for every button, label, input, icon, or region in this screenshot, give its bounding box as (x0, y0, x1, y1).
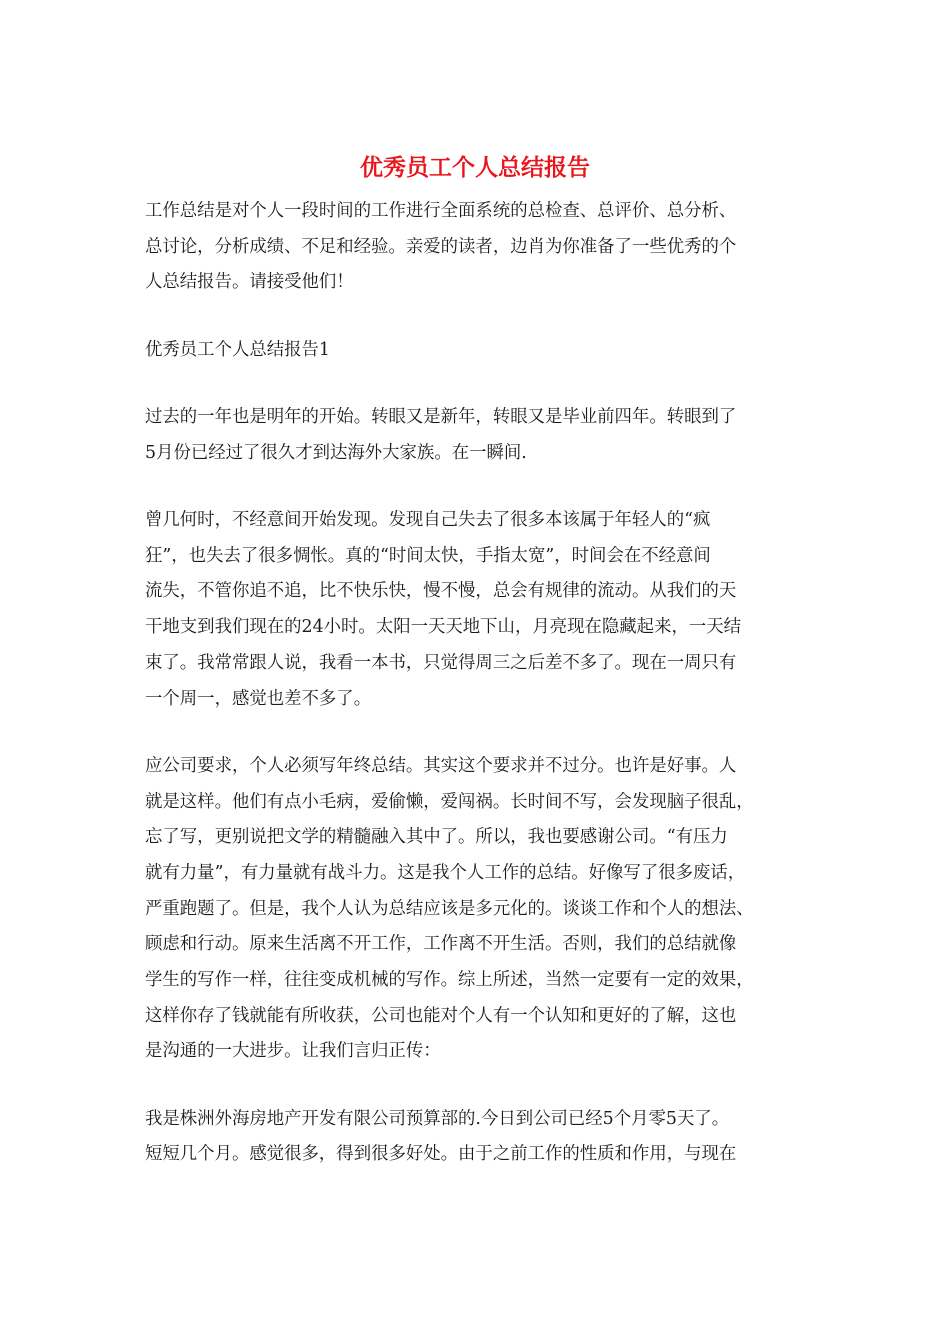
text-line: 狂”，也失去了很多惆怅。真的“时间太快，手指太宽”，时间会在不经意间 (145, 545, 711, 566)
text-line: 应公司要求，个人必须写年终总结。其实这个要求并不过分。也许是好事。人 (145, 755, 737, 776)
paragraph-4 (145, 1102, 807, 1173)
text-line: 顾虑和行动。原来生活离不开工作，工作离不开生活。否则，我们的总结就像 (145, 934, 737, 955)
text-line: 这样你存了钱就能有所收获，公司也能对个人有一个认知和更好的了解，这也 (145, 1005, 737, 1026)
text-line: 一个周一，感觉也差不多了。 (145, 688, 372, 709)
text-line: 束了。我常常跟人说，我看一本书，只觉得周三之后差不多了。现在一周只有 (145, 652, 737, 673)
text-line: 人总结报告。请接受他们！ (145, 272, 354, 293)
text-line: 就是这样。他们有点小毛病，爱偷懒，爱闯祸。长时间不写，会发现脑子很乱， (145, 791, 754, 812)
text-line: 学生的写作一样，往往变成机械的写作。综上所述，当然一定要有一定的效果， (145, 970, 754, 991)
text-line: 流失，不管你追不追，比不快乐快，慢不慢，总会有规律的流动。从我们的天 (145, 581, 737, 602)
paragraph-2 (145, 503, 807, 717)
text-line: 我是株洲外海房地产开发有限公司预算部的.今日到公司已经5个月零5天了。 (145, 1108, 730, 1129)
document-title: 优秀员工个人总结报告 (360, 155, 590, 181)
paragraph-intro (145, 194, 807, 301)
text-line: 5月份已经过了很久才到达海外大家族。在一瞬间. (145, 442, 527, 463)
text-line: 忘了写，更别说把文学的精髓融入其中了。所以，我也要感谢公司。“有压力 (145, 827, 728, 848)
text-line: 曾几何时，不经意间开始发现。发现自己失去了很多本该属于年轻人的“疯 (145, 510, 711, 530)
text-line: 是沟通的一大进步。让我们言归正传： (145, 1041, 441, 1062)
text-line: 工作总结是对个人一段时间的工作进行全面系统的总检查、总评价、总分析、 (145, 201, 737, 221)
text-line: 严重跑题了。但是，我个人认为总结应该是多元化的。谈谈工作和个人的想法、 (145, 898, 754, 919)
text-line: 就有力量”，有力量就有战斗力。这是我个人工作的总结。好像写了很多废话， (145, 862, 746, 883)
section-heading (145, 333, 807, 369)
text-line: 干地支到我们现在的24小时。太阳一天天地下山，月亮现在隐藏起来，一天结 (145, 617, 742, 638)
text-line: 短短几个月。感觉很多，得到很多好处。由于之前工作的性质和作用，与现在 (145, 1144, 737, 1165)
text-line: 优秀员工个人总结报告1 (145, 339, 330, 360)
paragraph-3 (145, 749, 807, 1070)
text-line: 过去的一年也是明年的开始。转眼又是新年，转眼又是毕业前四年。转眼到了 (145, 407, 737, 427)
text-line: 总讨论，分析成绩、不足和经验。亲爱的读者，边肖为你准备了一些优秀的个 (145, 236, 737, 257)
paragraph-1 (145, 400, 807, 471)
document-body (145, 194, 807, 1173)
